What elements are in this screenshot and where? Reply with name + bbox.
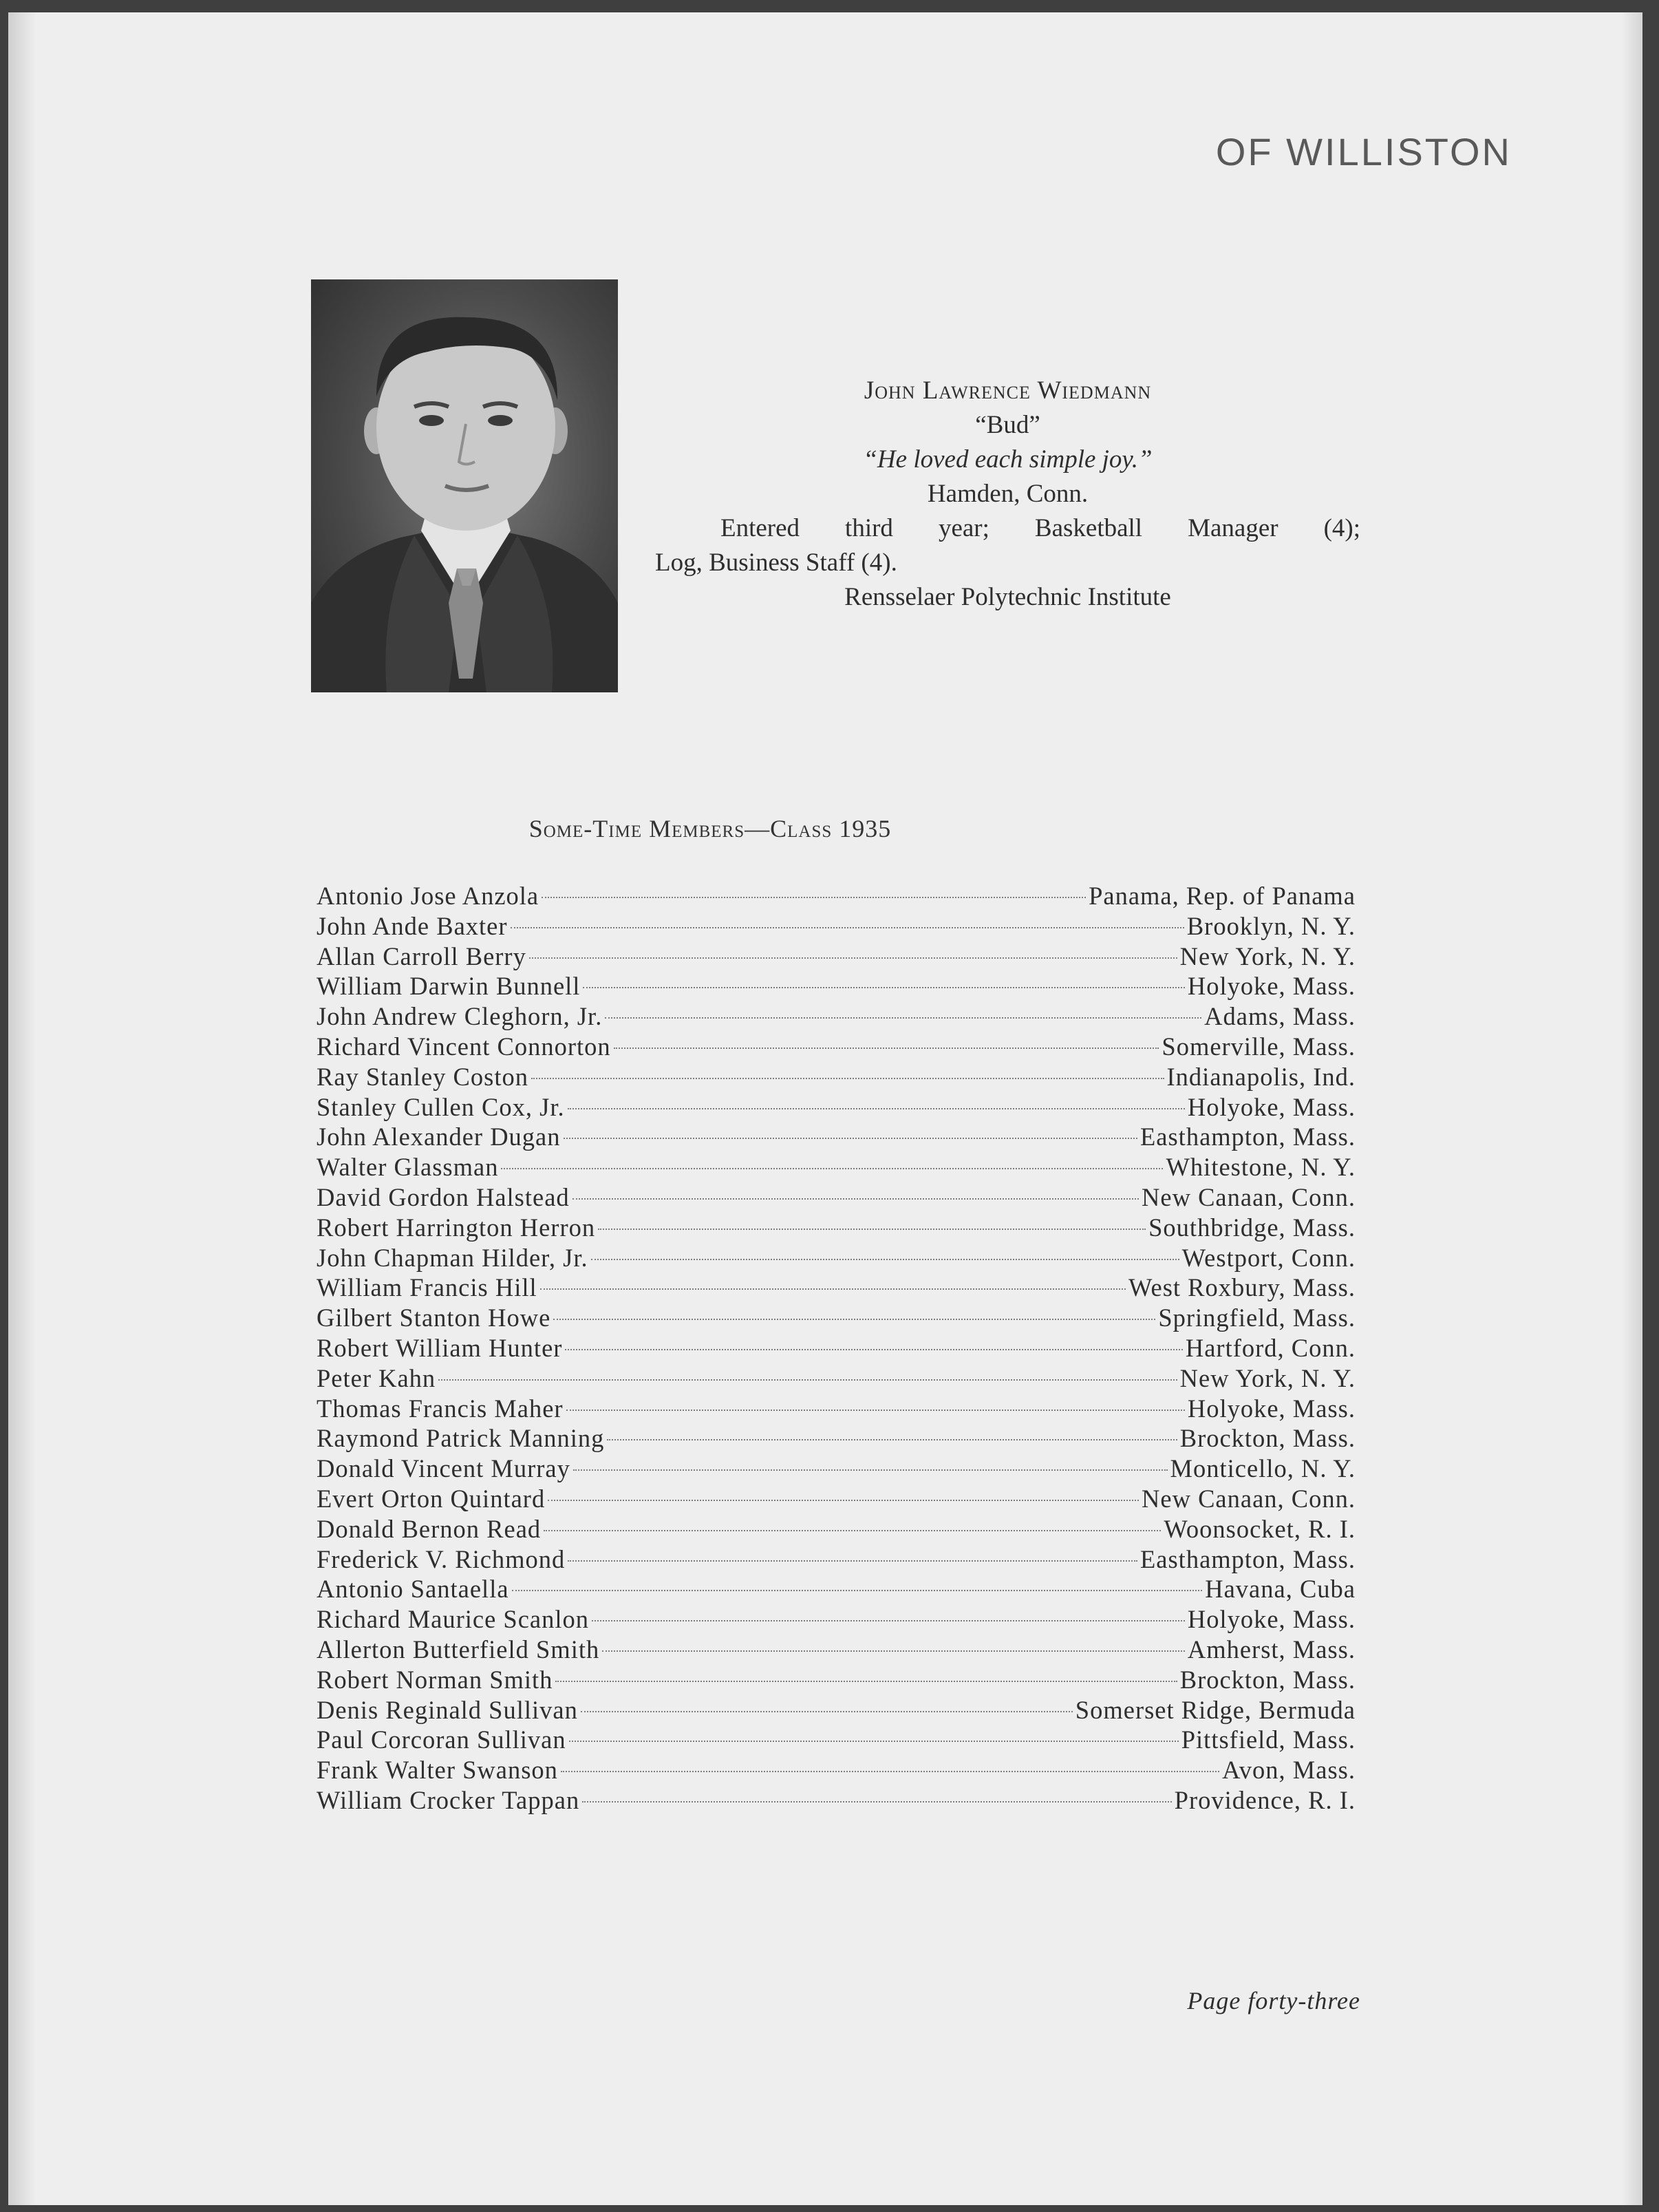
- senior-nickname: “Bud”: [975, 411, 1040, 439]
- member-location: Holyoke, Mass.: [1187, 1092, 1356, 1121]
- dot-leader: [553, 1319, 1155, 1320]
- portrait-illustration: [311, 279, 618, 692]
- member-location: Woonsocket, R. I.: [1164, 1514, 1356, 1543]
- member-name: Ray Stanley Coston: [317, 1062, 528, 1091]
- member-name: Denis Reginald Sullivan: [317, 1695, 578, 1724]
- dot-leader: [607, 1439, 1177, 1440]
- list-item: [317, 1303, 1356, 1333]
- member-location: Adams, Mass.: [1204, 1002, 1356, 1031]
- yearbook-page: [8, 12, 1642, 2205]
- dot-leader: [591, 1259, 1179, 1260]
- list-item: [317, 1032, 1356, 1062]
- member-name: John Alexander Dugan: [317, 1123, 561, 1151]
- dot-leader: [602, 1650, 1185, 1652]
- member-location: Providence, R. I.: [1174, 1785, 1356, 1814]
- dot-leader: [598, 1229, 1146, 1230]
- member-name: Robert William Hunter: [317, 1333, 563, 1362]
- senior-quote: “He loved each simple joy.”: [863, 445, 1153, 474]
- dot-leader: [501, 1168, 1163, 1169]
- list-item: [317, 1182, 1356, 1213]
- dot-leader: [531, 1078, 1164, 1079]
- senior-portrait-photo: [311, 279, 618, 692]
- list-item: [317, 881, 1356, 911]
- dot-leader: [592, 1620, 1185, 1621]
- member-name: William Crocker Tappan: [317, 1785, 580, 1814]
- dot-leader: [568, 1560, 1137, 1562]
- senior-activities-line-1: Entered third year; Basketball Manager (4);: [720, 514, 1360, 542]
- list-item: [317, 1574, 1356, 1604]
- member-location: Westport, Conn.: [1181, 1243, 1356, 1272]
- list-item: [317, 1635, 1356, 1665]
- member-name: Gilbert Stanton Howe: [317, 1304, 551, 1332]
- member-name: Robert Harrington Herron: [317, 1213, 596, 1242]
- member-name: Allan Carroll Berry: [317, 942, 526, 970]
- dot-leader: [512, 1590, 1203, 1591]
- member-location: West Roxbury, Mass.: [1128, 1273, 1356, 1302]
- dot-leader: [614, 1047, 1159, 1049]
- section-title: Some-Time Members—Class 1935: [528, 815, 892, 842]
- page-number: Page forty-three: [1187, 1987, 1360, 2014]
- member-location: Holyoke, Mass.: [1187, 972, 1356, 1001]
- dot-leader: [511, 927, 1184, 928]
- member-name: Robert Norman Smith: [317, 1665, 553, 1694]
- dot-leader: [605, 1017, 1201, 1019]
- member-location: Easthampton, Mass.: [1139, 1544, 1356, 1573]
- member-location: Panama, Rep. of Panama: [1089, 882, 1356, 910]
- dot-leader: [438, 1379, 1177, 1381]
- list-item: [317, 1423, 1356, 1454]
- dot-leader: [540, 1288, 1126, 1290]
- member-name: Thomas Francis Maher: [317, 1394, 564, 1423]
- senior-name: John Lawrence Wiedmann: [864, 376, 1152, 405]
- member-location: New Canaan, Conn.: [1142, 1484, 1356, 1513]
- dot-leader: [565, 1349, 1182, 1350]
- member-location: New York, N. Y.: [1179, 1363, 1356, 1392]
- list-item: [317, 1484, 1356, 1514]
- member-name: Richard Vincent Connorton: [317, 1032, 611, 1061]
- member-name: Richard Maurice Scanlon: [317, 1605, 589, 1634]
- member-name: Walter Glassman: [317, 1153, 499, 1182]
- dot-leader: [573, 1469, 1168, 1471]
- member-name: John Ande Baxter: [317, 911, 508, 940]
- dot-leader: [529, 957, 1177, 959]
- senior-biography: [655, 374, 1360, 615]
- page-edge-shadow: [1622, 12, 1642, 2205]
- dot-leader: [582, 1801, 1171, 1802]
- list-item: [317, 1273, 1356, 1303]
- member-location: Brooklyn, N. Y.: [1186, 911, 1356, 940]
- dot-leader: [555, 1681, 1177, 1682]
- list-item: [317, 1604, 1356, 1635]
- senior-college: Rensselaer Polytechnic Institute: [844, 583, 1171, 611]
- member-name: Raymond Patrick Manning: [317, 1424, 605, 1453]
- list-item: [317, 1695, 1356, 1725]
- dot-leader: [542, 897, 1086, 898]
- list-item: [317, 971, 1356, 1001]
- list-item: [317, 1243, 1356, 1273]
- running-head: OF WILLISTON: [1215, 130, 1512, 173]
- member-name: John Andrew Cleghorn, Jr.: [317, 1002, 603, 1031]
- list-item: [317, 1001, 1356, 1032]
- list-item: [317, 1665, 1356, 1695]
- member-name: Donald Vincent Murray: [317, 1454, 570, 1483]
- member-location: Somerset Ridge, Bermuda: [1075, 1695, 1356, 1724]
- list-item: [317, 942, 1356, 972]
- dot-leader: [566, 1410, 1185, 1411]
- member-location: Brockton, Mass.: [1179, 1424, 1356, 1453]
- member-location: Whitestone, N. Y.: [1166, 1153, 1356, 1182]
- list-item: [317, 1152, 1356, 1182]
- member-location: Brockton, Mass.: [1179, 1665, 1356, 1694]
- list-item: [317, 1363, 1356, 1394]
- member-name: Frank Walter Swanson: [317, 1756, 558, 1785]
- member-location: Monticello, N. Y.: [1170, 1454, 1356, 1483]
- binding-shadow: [8, 12, 36, 2205]
- member-name: Donald Bernon Read: [317, 1514, 542, 1543]
- list-item: [317, 1122, 1356, 1152]
- member-location: Havana, Cuba: [1205, 1575, 1356, 1604]
- dot-leader: [569, 1741, 1179, 1742]
- dot-leader: [568, 1108, 1185, 1109]
- list-item: [317, 1213, 1356, 1243]
- member-location: Springfield, Mass.: [1158, 1304, 1356, 1332]
- member-location: Holyoke, Mass.: [1187, 1394, 1356, 1423]
- dot-leader: [561, 1771, 1219, 1772]
- list-item: [317, 1454, 1356, 1484]
- dot-leader: [548, 1500, 1139, 1501]
- member-location: Indianapolis, Ind.: [1166, 1062, 1356, 1091]
- list-item: [317, 1785, 1356, 1816]
- member-location: Avon, Mass.: [1222, 1756, 1356, 1785]
- member-name: David Gordon Halstead: [317, 1182, 570, 1211]
- list-item: [317, 1544, 1356, 1575]
- list-item: [317, 1062, 1356, 1092]
- dot-leader: [583, 987, 1184, 988]
- member-name: William Darwin Bunnell: [317, 972, 581, 1001]
- dot-leader: [544, 1530, 1161, 1531]
- member-location: Easthampton, Mass.: [1139, 1123, 1356, 1151]
- list-item: [317, 1333, 1356, 1363]
- list-item: [317, 1755, 1356, 1785]
- member-location: New Canaan, Conn.: [1142, 1182, 1356, 1211]
- list-item: [317, 911, 1356, 942]
- member-name: Allerton Butterfield Smith: [317, 1635, 600, 1663]
- member-name: Frederick V. Richmond: [317, 1544, 566, 1573]
- member-name: John Chapman Hilder, Jr.: [317, 1243, 588, 1272]
- list-item: [317, 1092, 1356, 1123]
- member-name: Paul Corcoran Sullivan: [317, 1725, 566, 1754]
- dot-leader: [564, 1138, 1137, 1139]
- member-name: Stanley Cullen Cox, Jr.: [317, 1092, 565, 1121]
- list-item: [317, 1725, 1356, 1755]
- member-location: Holyoke, Mass.: [1187, 1605, 1356, 1634]
- member-location: Amherst, Mass.: [1187, 1635, 1356, 1663]
- senior-activities-line-2: Log, Business Staff (4).: [655, 549, 897, 577]
- dot-leader: [581, 1711, 1073, 1712]
- member-name: William Francis Hill: [317, 1273, 537, 1302]
- member-location: New York, N. Y.: [1179, 942, 1356, 970]
- member-name: Antonio Santaella: [317, 1575, 509, 1604]
- member-name: Evert Orton Quintard: [317, 1484, 546, 1513]
- dot-leader: [572, 1198, 1139, 1200]
- members-roster: [317, 881, 1356, 1816]
- member-location: Southbridge, Mass.: [1148, 1213, 1356, 1242]
- member-name: Peter Kahn: [317, 1363, 436, 1392]
- member-location: Hartford, Conn.: [1185, 1333, 1356, 1362]
- senior-hometown: Hamden, Conn.: [927, 480, 1089, 508]
- member-name: Antonio Jose Anzola: [317, 882, 539, 910]
- list-item: [317, 1394, 1356, 1424]
- member-location: Pittsfield, Mass.: [1181, 1725, 1356, 1754]
- list-item: [317, 1514, 1356, 1544]
- member-location: Somerville, Mass.: [1162, 1032, 1356, 1061]
